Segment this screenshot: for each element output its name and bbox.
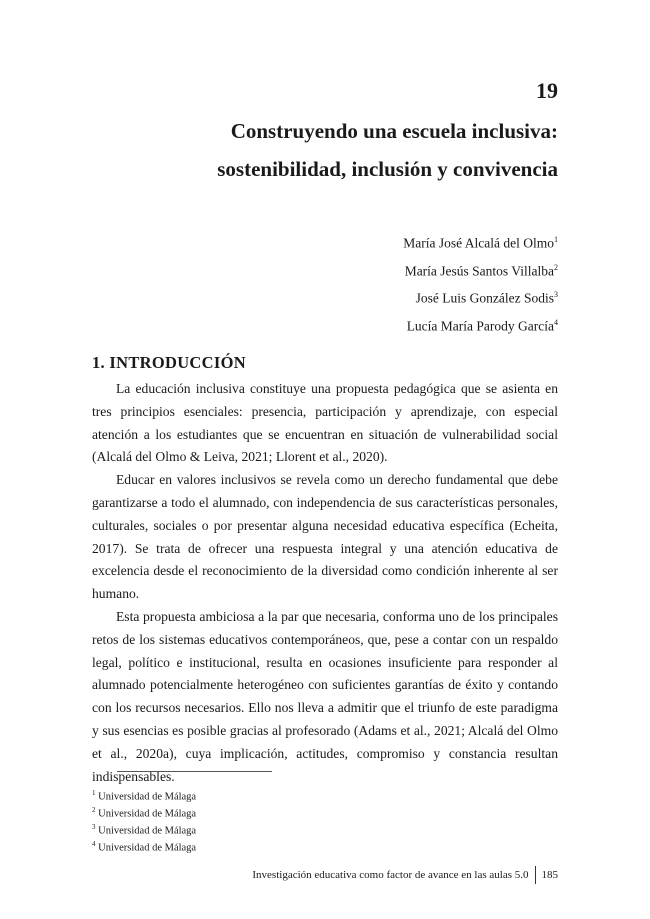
footnote-ref[interactable]: 4: [554, 317, 558, 327]
paragraph: Esta propuesta ambiciosa a la par que necesaria, conforma uno de los principales retos de los sistemas educativos contemporáneos, que, pese a contar con un respaldo legal, político e institucional, resulta en ocasiones insuficiente para responder al alumnado potencialmente heterogéneo con suficientes garantías de éxito y contando con los recursos necesarios. Ello nos lleva a admitir que el triunfo de este paradigma y sus esencias es posible gracias al profesorado (Adams et al., 2021; Alcalá del Olmo et al., 2020a), cuya implicación, actitudes, compromiso y constancia resultan indispensables.: [92, 608, 558, 784]
footnote-ref[interactable]: 2: [554, 262, 558, 272]
footnote-ref[interactable]: 1: [554, 235, 558, 244]
paragraph: Educar en valores inclusivos se revela como un derecho fundamental que debe garantizarse a todo el alumnado, con independencia de sus características personales, culturales, sociales o por presentar alguna necesidad educativa específica (Echeita, 2017). Se trata de ofrecer una respuesta integral y una atención educativa de excelencia desde el reconocimiento de la diversidad como condición inherente al ser humano.: [92, 472, 558, 602]
footnote: [92, 804, 196, 821]
body-text: [92, 378, 558, 788]
author: [403, 228, 558, 256]
running-footer: [252, 866, 558, 884]
footnote: [92, 838, 196, 855]
paragraph: La educación inclusiva constituye una propuesta pedagógica que se asienta en tres principios esenciales: presencia, participación y aprendizaje, con especial atención a los estudiantes que se encuentran en situación de vulnerabilidad social (Alcalá del Olmo & Leiva, 2021; Llorent et al., 2020).: [92, 381, 558, 465]
footnotes: [92, 787, 196, 855]
chapter-title-line-1: Construyendo una escuela inclusiva:: [230, 119, 558, 143]
author-name: José Luis González Sodis: [415, 290, 554, 306]
author-name: Lucía María Parody García: [406, 318, 554, 333]
footnote-text: Universidad de Málaga: [98, 842, 197, 854]
book-title: Investigación educativa como factor de avance en las aulas 5.0: [252, 869, 529, 881]
page-number: 185: [541, 869, 558, 881]
footnote-ref[interactable]: 3: [554, 290, 558, 299]
footnote-text: Universidad de Málaga: [98, 791, 197, 803]
chapter-number: 19: [536, 78, 558, 103]
footnote: [92, 787, 196, 804]
author: [403, 256, 558, 284]
footnote-mark: 2: [92, 806, 96, 814]
chapter-title-line-2: sostenibilidad, inclusión y convivencia: [217, 157, 558, 181]
author-list: [403, 228, 558, 338]
footnote-mark: 3: [92, 823, 96, 831]
footnote-text: Universidad de Málaga: [98, 808, 197, 820]
footnote-text: Universidad de Málaga: [98, 825, 197, 837]
footnote: [92, 821, 196, 838]
author-name: María José Alcalá del Olmo: [403, 235, 554, 251]
author: [403, 311, 558, 339]
footnote-divider: [117, 771, 272, 772]
section-heading: 1. INTRODUCCIÓN: [92, 353, 246, 372]
chapter-title: [217, 112, 558, 188]
footer-divider: [535, 866, 536, 884]
author-name: María Jesús Santos Villalba: [404, 263, 554, 278]
author: [403, 283, 558, 311]
footnote-mark: 4: [92, 840, 96, 848]
footnote-mark: 1: [92, 789, 96, 797]
